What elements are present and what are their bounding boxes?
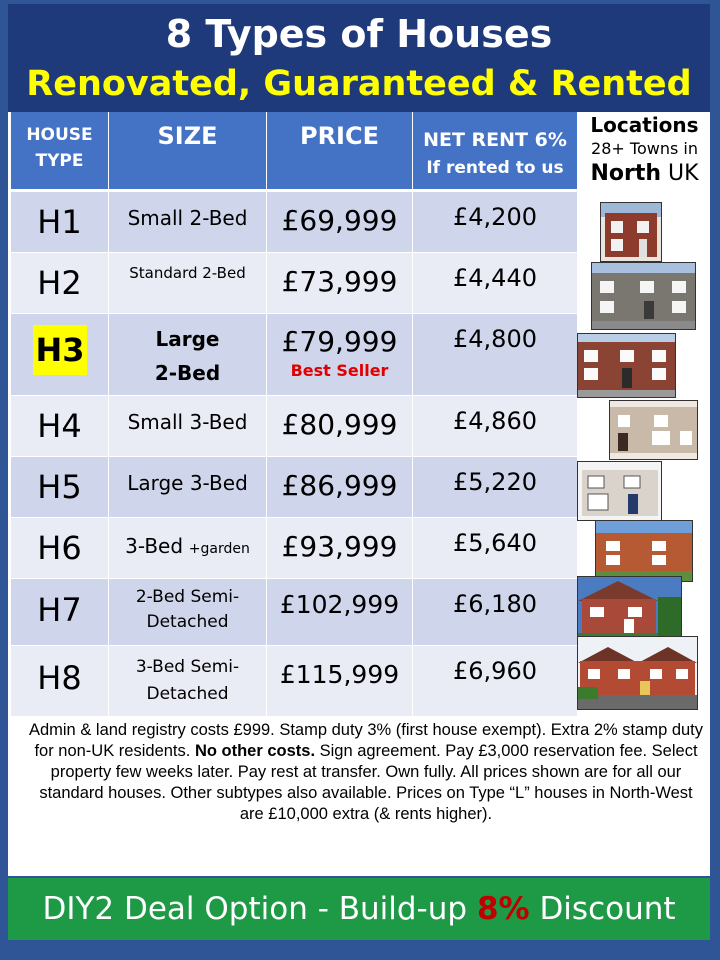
size-cell: [109, 646, 267, 716]
size-label: Small 3-Bed: [127, 410, 248, 434]
rent-value: £6,960: [453, 657, 537, 685]
footer-text-before: DIY2 Deal Option - Build-up: [42, 891, 468, 927]
footer-text-after: Discount: [539, 891, 676, 927]
table-row-h2: [11, 253, 577, 313]
size-cell: [109, 396, 267, 456]
price-value: £93,999: [281, 530, 398, 563]
house-type-cell: [11, 518, 109, 578]
column-header-net-rent-line2: If rented to us: [426, 158, 564, 178]
rent-value: £5,220: [453, 468, 537, 496]
house-photo-h5: [577, 461, 662, 521]
house-type-cell: [11, 314, 109, 395]
locations-region-bold: North: [590, 161, 662, 186]
terms-notes-part1: Admin & land registry costs £999. Stamp duty 3% (first house exempt). Extra 2% stamp duty for non-UK residents.: [28, 721, 704, 760]
house-type-label-highlighted: H3: [33, 325, 87, 375]
size-cell: [109, 518, 267, 578]
rent-cell: [413, 518, 577, 578]
size-label-line2: 2-Bed: [154, 361, 221, 385]
house-type-label: H5: [37, 468, 82, 506]
house-type-label: H4: [37, 407, 82, 445]
page-title: 8 Types of Houses: [165, 12, 553, 56]
house-type-label: H1: [37, 203, 82, 241]
locations-box: [579, 112, 710, 202]
price-cell: [267, 314, 413, 395]
size-cell: [109, 192, 267, 252]
rent-value: £4,440: [453, 264, 537, 292]
house-photo-h4: [609, 400, 698, 460]
size-cell: [109, 314, 267, 395]
house-photo-h8: [577, 636, 698, 710]
price-value: £73,999: [281, 265, 398, 298]
column-header-net-rent-line1: NET RENT 6%: [423, 129, 567, 151]
house-type-label: H6: [37, 529, 82, 567]
house-photo-h4-graphic: [610, 401, 697, 459]
size-cell: [109, 579, 267, 645]
price-cell: [267, 253, 413, 313]
price-value: £86,999: [281, 469, 398, 502]
house-photo-h7-graphic: [578, 577, 681, 645]
locations-subtitle: 28+ Towns in: [591, 139, 698, 158]
rent-cell: [413, 314, 577, 395]
house-photo-h2-graphic: [592, 263, 695, 329]
terms-notes: [26, 720, 706, 825]
rent-value: £4,800: [453, 325, 537, 353]
column-header-net-rent: [413, 112, 577, 189]
column-header-size: [109, 112, 267, 189]
house-type-label: H7: [37, 591, 82, 629]
price-value: £69,999: [281, 204, 398, 237]
column-header-house-type-line1: HOUSE: [26, 125, 93, 145]
rent-value: £4,860: [453, 407, 537, 435]
rent-value: £6,180: [453, 590, 537, 618]
size-label-line2: Detached: [146, 612, 229, 632]
column-header-price: [267, 112, 413, 189]
column-header-house-type-line2: TYPE: [35, 151, 84, 171]
table-row-h3: [11, 314, 577, 395]
rent-cell: [413, 646, 577, 716]
price-cell: [267, 518, 413, 578]
price-value: £80,999: [281, 408, 398, 441]
house-photo-h3: [577, 333, 676, 398]
table-row-h1: [11, 192, 577, 252]
column-header-price-label: PRICE: [299, 122, 379, 150]
price-cell: [267, 457, 413, 517]
size-cell: [109, 457, 267, 517]
locations-title: Locations: [590, 113, 699, 137]
footer-discount: 8%: [476, 891, 530, 927]
size-label-line2: Detached: [146, 684, 229, 704]
house-type-cell: [11, 253, 109, 313]
house-type-cell: [11, 457, 109, 517]
size-label: Standard 2-Bed: [129, 264, 246, 282]
table-row-h7: [11, 579, 577, 645]
rent-cell: [413, 396, 577, 456]
size-label-line1: Large: [155, 327, 220, 351]
rent-cell: [413, 579, 577, 645]
table-row-h8: [11, 646, 577, 716]
rent-cell: [413, 192, 577, 252]
house-type-cell: [11, 396, 109, 456]
column-header-size-label: SIZE: [157, 122, 218, 150]
house-type-label: H2: [37, 264, 82, 302]
house-photo-h3-graphic: [578, 334, 675, 397]
locations-region: [579, 160, 710, 188]
size-label: Small 2-Bed: [127, 206, 248, 230]
footer-banner: [8, 878, 710, 940]
price-value: £102,999: [279, 590, 400, 619]
terms-notes-part2: Sign agreement. Pay £3,000 reservation fee. Select property few weeks later. Pay rest at transfer. Own fully. All prices shown are for all our standard houses. Other subtypes also available. Prices on Type “L” houses in North-West are £10,000 extra (& rents higher).: [39, 742, 698, 823]
house-type-cell: [11, 646, 109, 716]
price-value: £79,999: [281, 325, 398, 358]
price-cell: [267, 579, 413, 645]
house-type-cell: [11, 192, 109, 252]
page-subtitle: Renovated, Guaranteed & Rented: [26, 64, 692, 104]
table-row-h5: [11, 457, 577, 517]
size-label: 3-Bed: [125, 534, 184, 558]
size-label-line1: 2-Bed Semi-: [135, 587, 240, 607]
table-row-h4: [11, 396, 577, 456]
column-header-house-type: [11, 112, 109, 189]
price-cell: [267, 646, 413, 716]
locations-region-rest: UK: [668, 161, 699, 186]
terms-notes-bold: No other costs.: [194, 742, 316, 760]
size-label: Large 3-Bed: [127, 471, 248, 495]
house-photo-h1: [600, 202, 662, 262]
price-cell: [267, 396, 413, 456]
rent-cell: [413, 253, 577, 313]
price-board: [8, 112, 710, 876]
rent-value: £4,200: [453, 203, 537, 231]
price-cell: [267, 192, 413, 252]
size-extra-label: +garden: [188, 541, 250, 557]
house-type-label: H8: [37, 659, 82, 697]
house-photo-h1-graphic: [601, 203, 661, 261]
rent-cell: [413, 457, 577, 517]
house-photo-h5-graphic: [578, 462, 661, 520]
size-label-line1: 3-Bed Semi-: [135, 657, 240, 677]
title-banner: [8, 4, 710, 112]
rent-value: £5,640: [453, 529, 537, 557]
house-type-cell: [11, 579, 109, 645]
house-photo-h2: [591, 262, 696, 330]
best-seller-badge: Best Seller: [290, 361, 389, 380]
house-photo-h6: [595, 520, 693, 582]
house-photo-h8-graphic: [578, 637, 697, 709]
price-value: £115,999: [279, 660, 400, 689]
table-row-h6: [11, 518, 577, 578]
house-photo-h6-graphic: [596, 521, 692, 581]
size-cell: [109, 253, 267, 313]
